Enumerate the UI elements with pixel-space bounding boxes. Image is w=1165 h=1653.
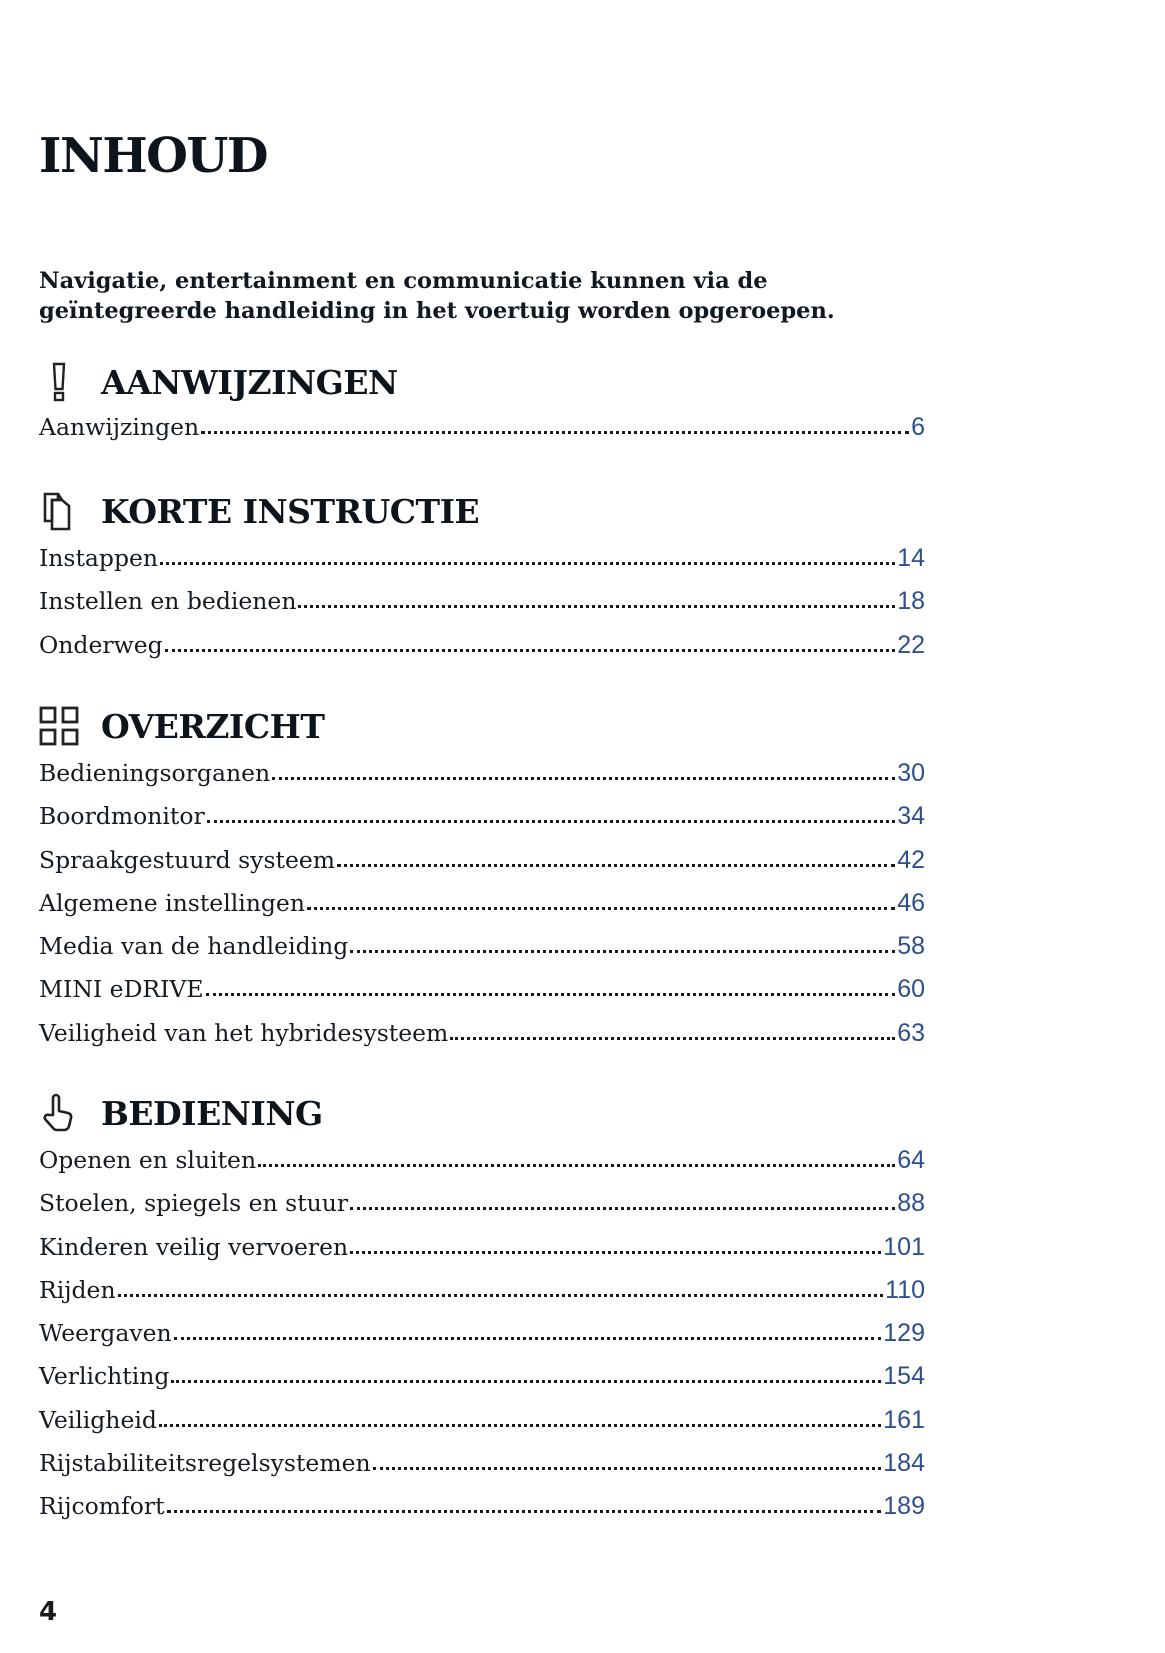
entry-page[interactable]: 161 — [883, 1405, 925, 1434]
dot-leader — [174, 1337, 882, 1340]
entry-page[interactable]: 101 — [883, 1232, 925, 1261]
section-aanwijzingen — [39, 360, 925, 449]
section-title: KORTE INSTRUCTIE — [101, 491, 480, 531]
dot-leader — [167, 1510, 882, 1513]
section-overzicht — [39, 704, 925, 1055]
dot-leader — [350, 950, 895, 953]
entry-label[interactable]: Veiligheid van het hybridesysteem — [39, 1018, 449, 1047]
dot-leader — [307, 907, 895, 910]
dot-leader — [272, 777, 895, 780]
toc-entry[interactable] — [39, 580, 925, 623]
dot-leader — [118, 1294, 884, 1297]
entry-label[interactable]: Aanwijzingen — [39, 413, 200, 441]
entry-page[interactable]: 60 — [897, 975, 925, 1004]
entry-label[interactable]: Stoelen, spiegels en stuur — [39, 1189, 349, 1218]
section-header — [39, 360, 925, 404]
dot-leader — [206, 993, 896, 996]
entry-page[interactable]: 58 — [897, 932, 925, 961]
section-title: BEDIENING — [101, 1093, 323, 1133]
toc-entry[interactable] — [39, 537, 925, 580]
toc-entry[interactable] — [39, 752, 925, 795]
entry-label[interactable]: Spraakgestuurd systeem — [39, 845, 336, 874]
entry-label[interactable]: Instappen — [39, 544, 159, 572]
entry-page[interactable]: 129 — [883, 1319, 925, 1348]
entry-label[interactable]: Veiligheid — [39, 1405, 157, 1434]
dot-leader — [258, 1164, 895, 1167]
entry-page[interactable]: 63 — [897, 1018, 925, 1047]
pointing-hand-icon — [39, 1093, 79, 1133]
entry-label[interactable]: Verlichting — [39, 1362, 170, 1391]
dot-leader — [450, 1037, 895, 1040]
entry-page[interactable]: 64 — [897, 1146, 925, 1174]
toc-entry[interactable] — [39, 1399, 925, 1442]
toc-entry[interactable] — [39, 1355, 925, 1398]
toc-entry[interactable] — [39, 1312, 925, 1355]
entry-page[interactable]: 18 — [897, 587, 925, 616]
dot-leader — [171, 1380, 881, 1383]
toc-entry[interactable] — [39, 1139, 925, 1182]
entry-label[interactable]: Boordmonitor — [39, 802, 205, 831]
toc-entry[interactable] — [39, 925, 925, 968]
dot-leader — [160, 562, 895, 565]
entry-label[interactable]: MINI eDRIVE — [39, 975, 204, 1004]
toc-entry[interactable] — [39, 839, 925, 882]
section-title: AANWIJZINGEN — [101, 362, 398, 402]
intro-text: Navigatie, entertainment en communicatie kunnen via de geïntegreerde handleiding in het voertuig worden opgeroepen. — [39, 268, 835, 324]
entry-label[interactable]: Bedieningsorganen — [39, 759, 271, 787]
entry-page[interactable]: 184 — [883, 1449, 925, 1478]
page-number: 4 — [39, 1597, 58, 1627]
entry-page[interactable]: 6 — [911, 413, 925, 441]
toc-entry[interactable] — [39, 968, 925, 1011]
toc-entry[interactable] — [39, 624, 925, 667]
section-header — [39, 704, 925, 748]
toc-entry[interactable] — [39, 795, 925, 838]
entry-page[interactable]: 34 — [897, 802, 925, 831]
entry-page[interactable]: 110 — [885, 1275, 925, 1304]
section-bediening — [39, 1091, 925, 1529]
section-header — [39, 1091, 925, 1135]
toc-entry[interactable] — [39, 882, 925, 925]
section-title: OVERZICHT — [101, 706, 325, 746]
toc-entry[interactable] — [39, 1442, 925, 1485]
dot-leader — [373, 1467, 882, 1470]
dot-leader — [159, 1424, 881, 1427]
dot-leader — [207, 820, 895, 823]
dot-leader — [298, 605, 895, 608]
entry-label[interactable]: Instellen en bedienen — [39, 587, 297, 616]
page-title: INHOUD — [39, 128, 267, 184]
entry-page[interactable]: 30 — [897, 759, 925, 787]
dot-leader — [201, 431, 909, 434]
entry-page[interactable]: 154 — [883, 1362, 925, 1391]
documents-icon — [39, 491, 79, 531]
toc-entry[interactable] — [39, 1485, 925, 1528]
entry-label[interactable]: Kinderen veilig vervoeren — [39, 1232, 349, 1261]
entry-page[interactable]: 46 — [897, 888, 925, 917]
dot-leader — [165, 649, 896, 652]
entry-label[interactable]: Onderweg — [39, 630, 163, 659]
toc-entry[interactable] — [39, 1269, 925, 1312]
section-header — [39, 489, 925, 533]
entry-page[interactable]: 189 — [883, 1492, 925, 1521]
toc-entry[interactable] — [39, 1226, 925, 1269]
entry-label[interactable]: Weergaven — [39, 1319, 172, 1348]
entry-label[interactable]: Media van de handleiding — [39, 932, 349, 961]
entry-page[interactable]: 14 — [897, 544, 925, 572]
dot-leader — [337, 864, 895, 867]
dot-leader — [350, 1251, 881, 1254]
entry-page[interactable]: 22 — [897, 630, 925, 659]
exclamation-icon — [39, 362, 79, 402]
toc-entry[interactable] — [39, 406, 925, 449]
toc-entry[interactable] — [39, 1182, 925, 1225]
entry-label[interactable]: Rijcomfort — [39, 1492, 165, 1521]
entry-label[interactable]: Rijden — [39, 1275, 116, 1304]
entry-page[interactable]: 88 — [897, 1189, 925, 1218]
entry-label[interactable]: Rijstabiliteitsregelsystemen — [39, 1449, 371, 1478]
dot-leader — [350, 1207, 895, 1210]
entry-label[interactable]: Algemene instellingen — [39, 888, 305, 917]
entry-label[interactable]: Openen en sluiten — [39, 1146, 257, 1174]
toc-entry[interactable] — [39, 1012, 925, 1055]
section-korte-instructie — [39, 489, 925, 667]
grid-icon — [39, 706, 79, 746]
entry-page[interactable]: 42 — [897, 845, 925, 874]
